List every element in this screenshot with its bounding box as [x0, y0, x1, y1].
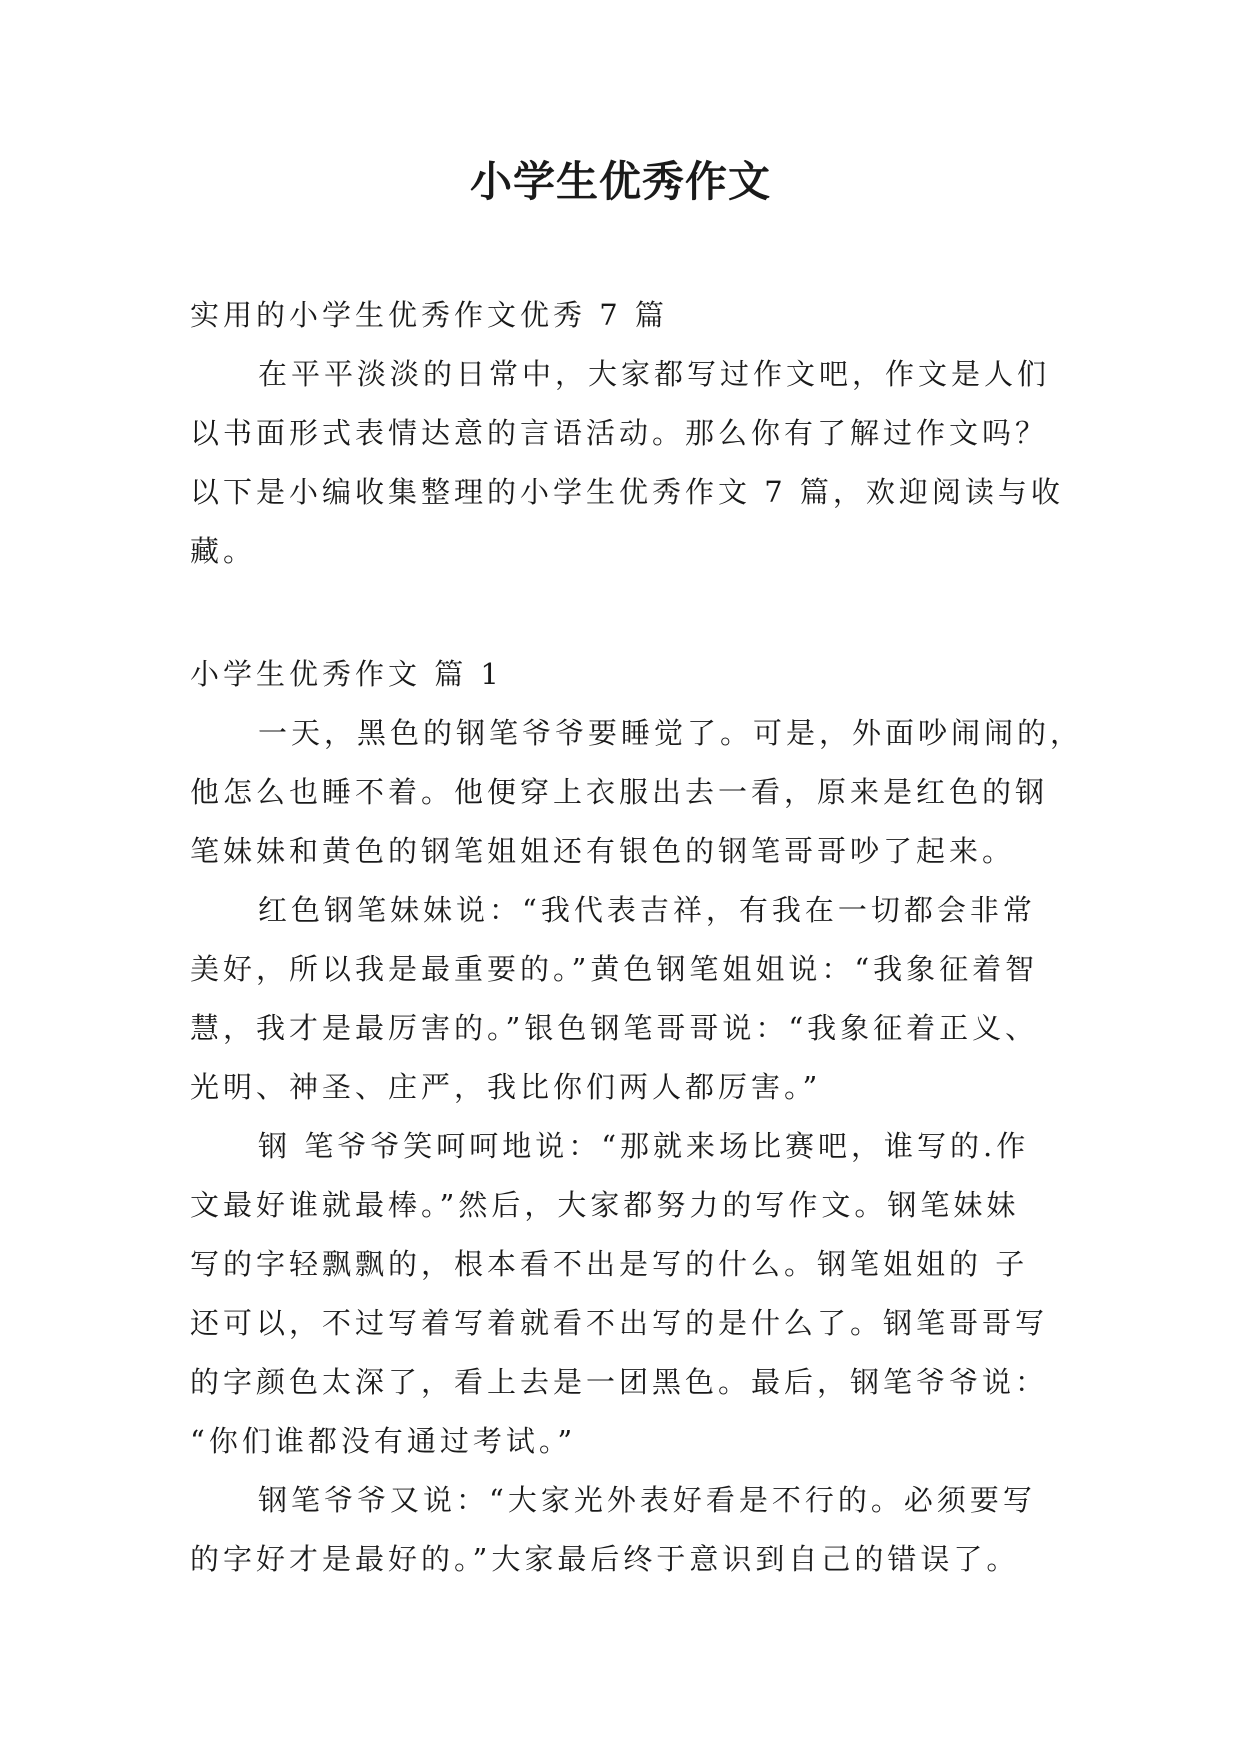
paragraph-line: 美好，所以我是最重要的。”黄色钢笔姐姐说：“我象征着智: [190, 952, 1039, 986]
intro-paragraph: [190, 345, 1064, 581]
story-paragraph-1: [190, 704, 1084, 881]
story-paragraph-3: [190, 1117, 1056, 1471]
paragraph-line: 以下是小编收集整理的小学生优秀作文 7 篇，欢迎阅读与收: [190, 475, 1064, 509]
section-heading: 小学生优秀作文 篇 1: [190, 657, 503, 691]
paragraph-line: 钢 笔爷爷笑呵呵地说：“那就来场比赛吧，谁写的.作: [258, 1129, 1030, 1163]
paragraph-line: 他怎么也睡不着。他便穿上衣服出去一看，原来是红色的钢: [190, 775, 1049, 809]
paragraph-line: 红色钢笔妹妹说：“我代表吉祥，有我在一切都会非常: [258, 893, 1036, 927]
paragraph-line: 慧，我才是最厉害的。”银色钢笔哥哥说：“我象征着正义、: [190, 1011, 1039, 1045]
paragraph-line: 藏。: [190, 534, 257, 568]
paragraph-line: 笔妹妹和黄色的钢笔姐姐还有银色的钢笔哥哥吵了起来。: [190, 834, 1016, 868]
document-title: 小学生优秀作文: [469, 157, 771, 206]
document-subtitle: 实用的小学生优秀作文优秀 7 篇: [190, 298, 668, 332]
paragraph-line: “你们谁都没有通过考试。”: [190, 1424, 577, 1458]
paragraph-line: 以书面形式表情达意的言语活动。那么你有了解过作文吗？: [190, 416, 1049, 450]
paragraph-line: 的字颜色太深了，看上去是一团黑色。最后，钢笔爷爷说：: [190, 1365, 1049, 1399]
paragraph-line: 光明、神圣、庄严，我比你们两人都厉害。”: [190, 1070, 822, 1104]
paragraph-line: 一天，黑色的钢笔爷爷要睡觉了。可是，外面吵闹闹的，: [258, 716, 1084, 750]
paragraph-line: 钢笔爷爷又说：“大家光外表好看是不行的。必须要写: [258, 1483, 1036, 1517]
document-body: [190, 286, 1084, 1589]
paragraph-line: 在平平淡淡的日常中，大家都写过作文吧，作文是人们: [258, 357, 1051, 391]
story-paragraph-2: [190, 881, 1056, 1117]
story-paragraph-4: [190, 1471, 1056, 1589]
paragraph-line: 还可以，不过写着写着就看不出写的是什么了。钢笔哥哥写: [190, 1306, 1049, 1340]
paragraph-line: 的字好才是最好的。”大家最后终于意识到自己的错误了。: [190, 1542, 1020, 1576]
paragraph-line: 文最好谁就最棒。”然后，大家都努力的写作文。钢笔妹妹: [190, 1188, 1020, 1222]
section-spacer: [190, 581, 1056, 645]
paragraph-line: 写的字轻飘飘的，根本看不出是写的什么。钢笔姐姐的 子: [190, 1247, 1029, 1281]
